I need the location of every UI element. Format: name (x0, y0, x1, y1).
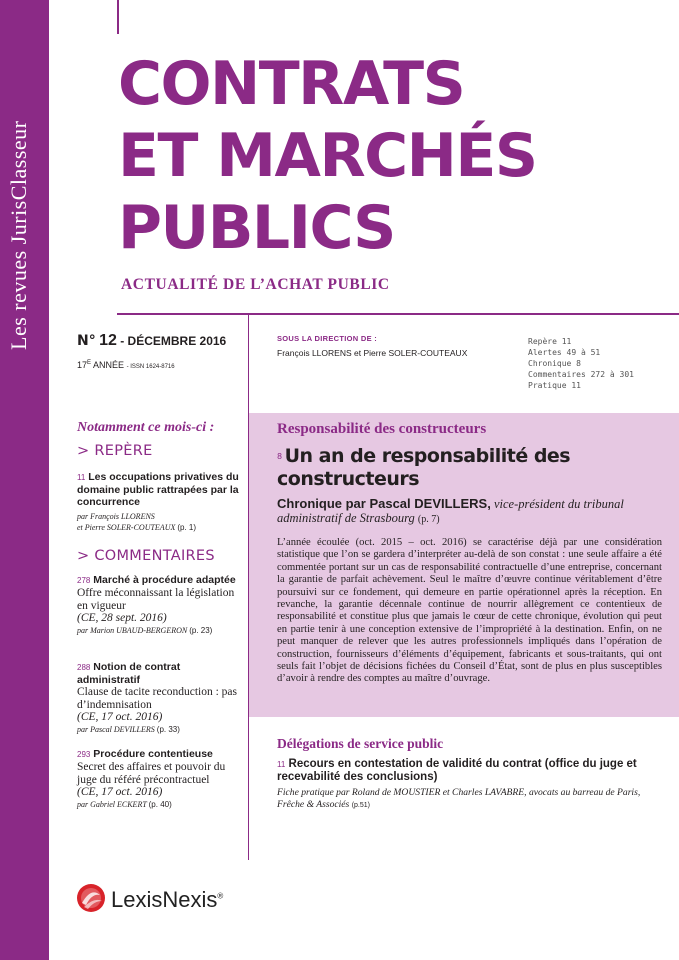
contents-index (528, 336, 634, 391)
index-entry: Pratique 11 (528, 381, 581, 390)
item-number: 293 (77, 750, 91, 759)
index-entry: Chronique 8 (528, 359, 581, 368)
item-title: Recours en contestation de validité du contrat (office du juge et recevabilité des conclusions) (277, 758, 637, 783)
item-summary: Secret des affaires et pouvoir du juge du référé précontractuel (77, 761, 226, 786)
index-entry: Alertes 49 à 51 (528, 348, 601, 357)
index-entry: Commentaires 272 à 301 (528, 370, 634, 379)
masthead-title-line-2: ET MARCHÉS (118, 121, 537, 191)
commentaires-heading: > COMMENTAIRES (77, 548, 215, 564)
publisher-logo-text (111, 887, 223, 913)
issue-year-label: ANNÉE (93, 360, 125, 370)
feature-byline-label: Chronique par Pascal DEVILLERS, (277, 496, 491, 511)
sidebar-collection-name: Les revues JurisClasseur (6, 120, 31, 350)
issue-year-line (77, 360, 175, 370)
repere-heading: > REPÈRE (77, 443, 153, 459)
feature-rubrique: Responsabilité des constructeurs (277, 421, 487, 437)
item-number: 278 (77, 576, 91, 585)
fiche-text: Fiche pratique par Roland de MOUSTIER et Charles LAVABRE, avocats au barreau de Paris, Frêche & Associés (277, 787, 641, 810)
item-reference: (CE, 17 oct. 2016) (77, 786, 163, 798)
publisher-mark: ® (217, 891, 224, 901)
delegations-heading: Délégations de service public (277, 736, 444, 751)
index-entry: Repère 11 (528, 337, 572, 346)
item-title: Marché à procédure adaptée (93, 574, 236, 586)
issue-issn: - ISSN 1624-8716 (126, 364, 175, 370)
feature-page: (p. 7) (417, 514, 440, 525)
delegations-item-title (277, 758, 667, 784)
item-author: par François LLORENS (77, 512, 155, 521)
masthead-subtitle: ACTUALITÉ DE L’ACHAT PUBLIC (121, 276, 390, 293)
masthead-title-line-3: PUBLICS (118, 193, 395, 263)
lexisnexis-emblem-icon (76, 883, 106, 913)
feature-byline (277, 497, 667, 527)
issue-year: 17 (77, 360, 88, 370)
commentaire-item (77, 574, 242, 636)
item-page: (p. 1) (177, 523, 197, 532)
direction-names: François LLORENS et Pierre SOLER-COUTEAUX (277, 348, 468, 358)
item-summary: Offre méconnaissant la législation en vigueur (77, 587, 235, 612)
item-author: par Gabriel ECKERT (77, 799, 147, 809)
feature-byline-role: vice-président du tribunal administratif de Strasbourg (277, 497, 624, 525)
item-page: (p. 23) (189, 625, 213, 635)
issue-date: - DÉCEMBRE 2016 (120, 334, 227, 348)
item-page: (p. 40) (148, 799, 172, 809)
issue-number: 12 (99, 332, 117, 349)
repere-item (77, 471, 242, 533)
item-page: (p. 33) (156, 724, 180, 734)
item-author: par Pascal DEVILLERS (77, 724, 155, 734)
item-number: 11 (277, 760, 286, 769)
delegations-fiche (277, 787, 667, 812)
item-number: 11 (77, 473, 86, 482)
header-divider (117, 313, 679, 315)
item-reference: (CE, 17 oct. 2016) (77, 711, 163, 723)
masthead-title-line-1: CONTRATS (118, 49, 465, 119)
item-title: Les occupations privatives du domaine public rattrapées par la concurrence (77, 471, 239, 508)
publisher-name: LexisNexis (111, 887, 218, 912)
issue-no-label: N° (77, 333, 96, 349)
feature-number: 8 (277, 452, 282, 461)
highlights-heading: Notamment ce mois-ci : (77, 420, 215, 435)
item-title: Procédure contentieuse (93, 748, 213, 760)
item-author-line (77, 522, 242, 533)
item-title: Notion de contrat administratif (77, 661, 181, 686)
item-author: par Marion UBAUD-BERGERON (77, 625, 188, 635)
feature-body: L’année écoulée (oct. 2015 – oct. 2016) se caractérise déjà par une considération statistique que l’on se gardera d’interpréter au-delà de son constat : une seule affaire a été commentée portant sur un cas de responsabilité contractuelle d’une entreprise, concernant la garantie de parfait achèvement. Seul le maître d’œuvre continue véritablement d’être poursuivi sur ce fondement, qui demeure en partie opérationnel après la réception. En revanche, la garantie décennale continue de nourrir allègrement ce contentieux de responsabilité et constitue plus que jamais le cœur de cette chronique, évolution qui peut en partie tenir à une conception extensive de l’impropriété à la destination. Enfin, on ne peut manquer de relever que les autres professionnels impliqués dans l’opération de construction, fournisseurs d’éléments d’équipement, fabricants et sous-traitants, qui ont seuls fait l’objet de décisions fichées du Conseil d’État, sont de plus en plus susceptibles d’avoir à rendre des comptes au maître d’ouvrage. (277, 537, 662, 685)
issue-number-line (77, 332, 226, 350)
item-number: 288 (77, 663, 91, 672)
feature-title-block (277, 445, 667, 491)
feature-title: Un an de responsabilité des constructeurs (277, 445, 571, 490)
commentaire-item (77, 748, 242, 810)
item-reference: (CE, 28 sept. 2016) (77, 612, 167, 624)
item-summary: Clause de tacite reconduction : pas d’indemnisation (77, 686, 237, 711)
top-divider (117, 0, 119, 34)
journal-sidebar (0, 0, 49, 960)
item-author-2: et Pierre SOLER-COUTEAUX (77, 523, 176, 532)
commentaire-item (77, 661, 242, 735)
issue-year-sup: E (87, 360, 92, 366)
fiche-page: (p.51) (351, 802, 370, 809)
direction-label: SOUS LA DIRECTION DE : (277, 334, 378, 343)
